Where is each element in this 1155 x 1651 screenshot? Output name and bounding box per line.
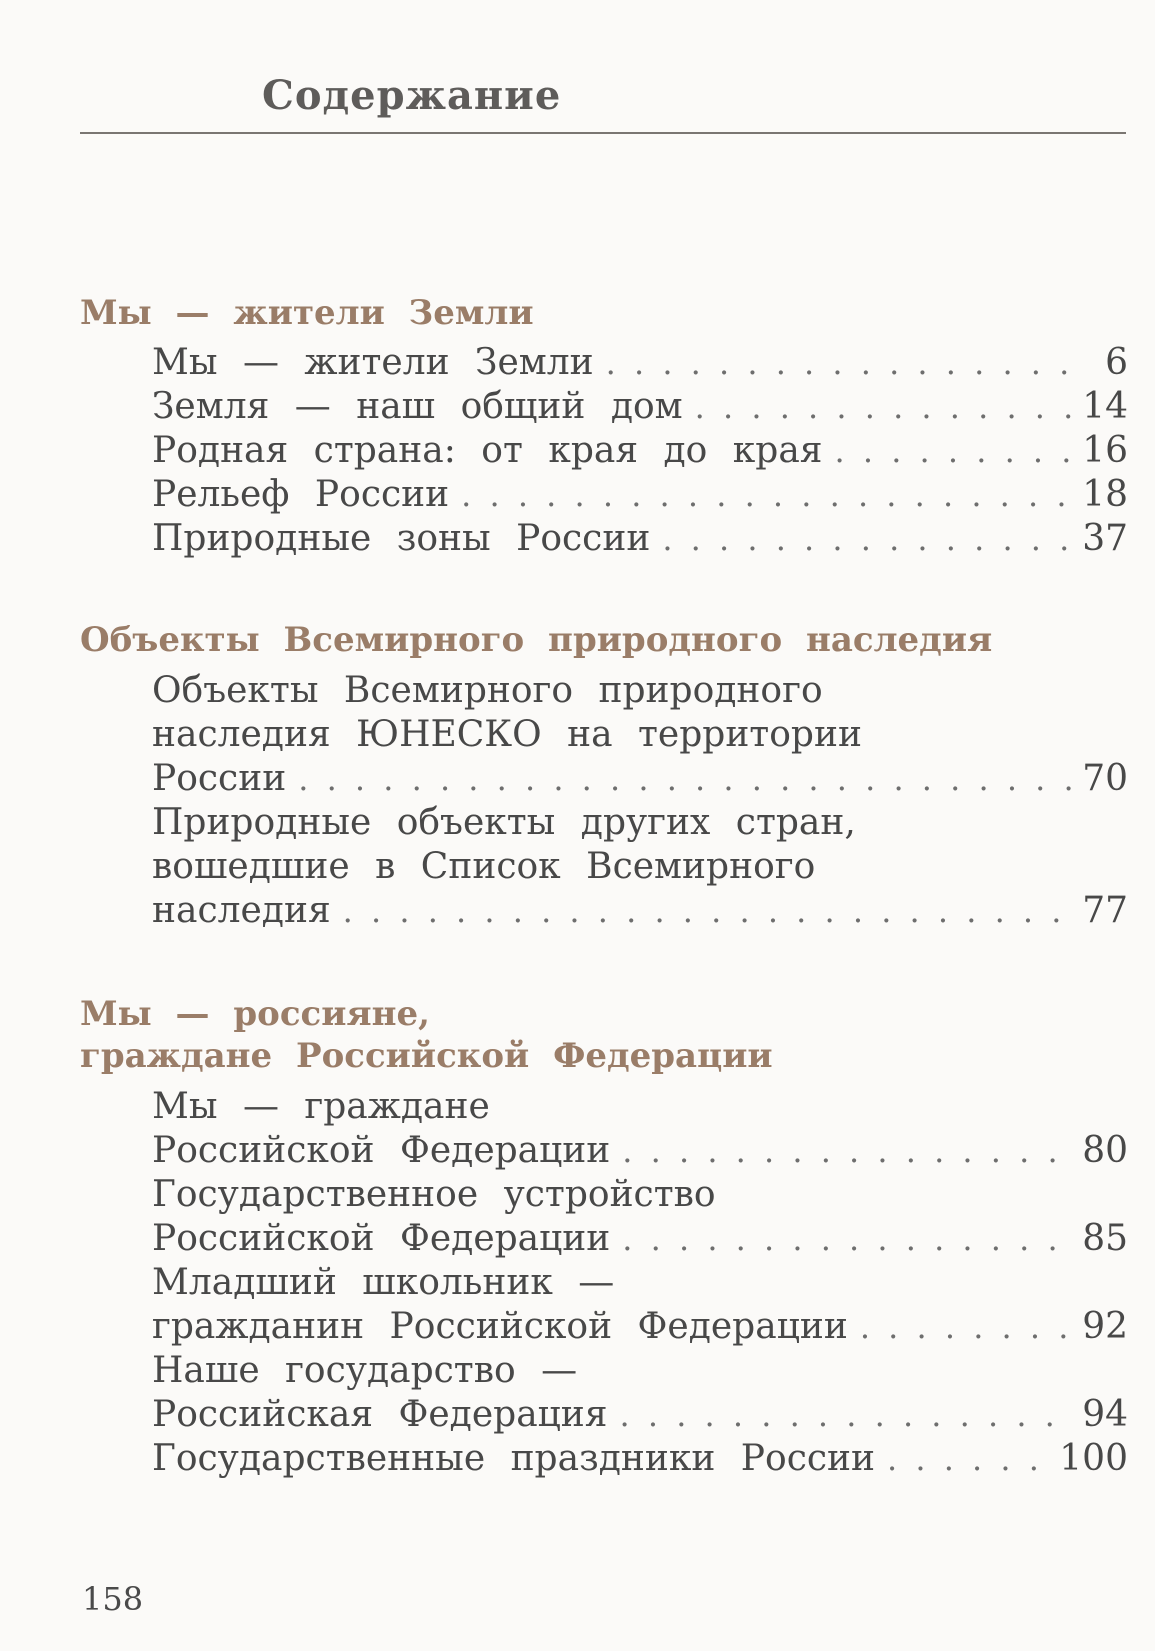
toc-entry[interactable] xyxy=(152,1436,1128,1482)
toc-entry-title: Мы — жители Земли xyxy=(152,342,594,383)
toc-entry-title: Природные объекты других стран, xyxy=(152,802,856,843)
toc-entry-title: России xyxy=(152,758,287,799)
toc-entry-title: Государственное устройство xyxy=(152,1174,716,1215)
toc-entry-title: Российская Федерация xyxy=(152,1394,608,1435)
toc-entry-page: 14 xyxy=(1082,386,1128,427)
toc-entry[interactable] xyxy=(152,516,1128,562)
title-rule xyxy=(80,132,1126,134)
toc-entry-title: Объекты Всемирного природного xyxy=(152,670,823,711)
toc-entry-title: Природные зоны России xyxy=(152,518,651,559)
toc-entry-line xyxy=(152,1172,1128,1218)
toc-entry[interactable] xyxy=(152,384,1128,430)
toc-entry-page: 94 xyxy=(1082,1394,1128,1435)
toc-entry-line xyxy=(152,712,1128,758)
toc-entry-page: 85 xyxy=(1082,1218,1128,1259)
toc-entry[interactable] xyxy=(152,1392,1128,1438)
toc-entry[interactable] xyxy=(152,428,1128,474)
toc-entry-page: 80 xyxy=(1082,1130,1128,1171)
toc-entry[interactable] xyxy=(152,1304,1128,1350)
dot-leader xyxy=(298,756,1074,802)
dot-leader xyxy=(695,384,1075,430)
dot-leader xyxy=(835,428,1075,474)
toc-entry-title: Российской Федерации xyxy=(152,1218,611,1259)
dot-leader xyxy=(461,472,1074,518)
toc-entry-page: 100 xyxy=(1059,1438,1128,1479)
toc-entry-page: 18 xyxy=(1082,474,1128,515)
toc-entry-title: вошедшие в Список Всемирного xyxy=(152,846,816,887)
section-heading: Мы — жители Земли xyxy=(80,293,534,333)
page-title: Содержание xyxy=(262,72,562,119)
toc-entry-line xyxy=(152,800,1128,846)
toc-entry-title: Родная страна: от края до края xyxy=(152,430,823,471)
dot-leader xyxy=(620,1392,1075,1438)
toc-entry-title: Государственные праздники России xyxy=(152,1438,876,1479)
dot-leader xyxy=(662,516,1074,562)
dot-leader xyxy=(622,1216,1074,1262)
toc-entry[interactable] xyxy=(152,1216,1128,1262)
toc-entry-title: Рельеф России xyxy=(152,474,450,515)
toc-entry[interactable] xyxy=(152,340,1128,386)
dot-leader xyxy=(887,1436,1051,1482)
toc-entry[interactable] xyxy=(152,472,1128,518)
dot-leader xyxy=(860,1304,1074,1350)
toc-entry-line xyxy=(152,1084,1128,1130)
toc-entry-line xyxy=(152,668,1128,714)
section-heading: Объекты Всемирного природного наследия xyxy=(80,620,993,660)
toc-entry-title: Российской Федерации xyxy=(152,1130,611,1171)
toc-entry-title: Мы — граждане xyxy=(152,1086,490,1127)
toc-entry-title: Младший школьник — xyxy=(152,1262,615,1303)
toc-entry-line xyxy=(152,1348,1128,1394)
toc-entry-title: наследия ЮНЕСКО на территории xyxy=(152,714,862,755)
toc-entry-page: 37 xyxy=(1082,518,1128,559)
toc-entry[interactable] xyxy=(152,756,1128,802)
toc-entry-title: Наше государство — xyxy=(152,1350,578,1391)
toc-entry-title: Земля — наш общий дом xyxy=(152,386,683,427)
page-number: 158 xyxy=(82,1580,144,1618)
toc-entry-page: 16 xyxy=(1082,430,1128,471)
dot-leader xyxy=(343,888,1075,934)
toc-entry-line xyxy=(152,1260,1128,1306)
toc-entry-title: гражданин Российской Федерации xyxy=(152,1306,848,1347)
toc-entry-page: 6 xyxy=(1105,342,1128,383)
section-heading: Мы — россияне, xyxy=(80,994,430,1034)
toc-entry-title: наследия xyxy=(152,890,331,931)
toc-entry[interactable] xyxy=(152,888,1128,934)
toc-entry[interactable] xyxy=(152,1128,1128,1174)
toc-entry-page: 70 xyxy=(1082,758,1128,799)
toc-entry-page: 77 xyxy=(1082,890,1128,931)
dot-leader xyxy=(622,1128,1074,1174)
toc-entry-line xyxy=(152,844,1128,890)
toc-entry-page: 92 xyxy=(1082,1306,1128,1347)
dot-leader xyxy=(606,340,1080,386)
section-heading: граждане Российской Федерации xyxy=(80,1036,773,1076)
